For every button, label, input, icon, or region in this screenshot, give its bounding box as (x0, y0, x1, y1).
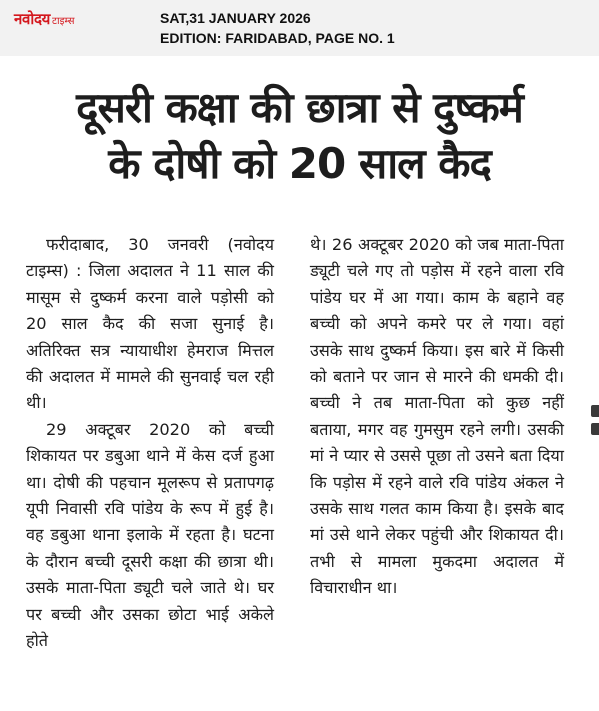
article-column-left (26, 232, 274, 655)
headline-line-2: के दोषी को 20 साल कैद (108, 139, 491, 188)
paragraph: फरीदाबाद, 30 जनवरी (नवोदय टाइम्स) : जिला अदालत ने 11 साल की मासूम से दुष्कर्म करना वाले पड़ोसी को 20 साल कैद की सजा सुनाई है। अतिरिक्त सत्र न्यायाधीश हेमराज मित्तल की अदालत में मामले की सुनवाई चल रही थी। (26, 235, 274, 413)
paragraph: 29 अक्टूबर 2020 को बच्ची शिकायत पर डबुआ थाने में केस दर्ज हुआ था। दोषी की पहचान मूलरूप से प्रतापगढ़ यूपी निवासी रवि पांडेय के रूप में हुई है। वह डबुआ थाना इलाके में रहता है। घटना के दौरान बच्ची दूसरी कक्षा की छात्रा थी। उसके माता-पिता ड्यूटी चले जाते थे। घर पर बच्ची और उसका छोटा भाई अकेले होते (26, 419, 274, 651)
edge-mark (591, 423, 599, 435)
article-headline (0, 80, 599, 192)
edge-mark (591, 405, 599, 417)
paragraph: थे। 26 अक्टूबर 2020 को जब माता-पिता ड्यूटी चले गए तो पड़ोस में रहने वाला रवि पांडेय घर में आ गया। काम के बहाने वह बच्ची को अपने कमरे पर ले गया। वहां उसके साथ दुष्कर्म किया। इस बारे में किसी को बताने पर जान से मारने की धमकी दी। बच्ची ने तब माता-पिता को कुछ नहीं बताया, मगर वह गुमसुम रहने लगी। उसकी मां ने प्यार से उससे पूछा तो उसने बता दिया कि पड़ोस में रहने वाले रवि पांडेय अंकल ने उसके साथ गलत काम किया है। इसके बाद मां उसे थाने लेकर पहुंची और शिकायत दी। तभी से मामला मुकदमा अदालत में विचाराधीन था। (310, 235, 564, 598)
masthead-bar (0, 0, 599, 56)
edition-line: EDITION: FARIDABAD, PAGE NO. 1 (160, 30, 395, 46)
logo-subtext: टाइम्स (52, 16, 75, 27)
newspaper-logo[interactable] (14, 9, 75, 29)
edition-info (160, 8, 395, 48)
article-column-right (310, 232, 564, 602)
date-line: SAT,31 JANUARY 2026 (160, 10, 311, 26)
headline-line-1: दूसरी कक्षा की छात्रा से दुष्कर्म (76, 83, 523, 132)
logo-text: नवोदय (14, 10, 51, 28)
